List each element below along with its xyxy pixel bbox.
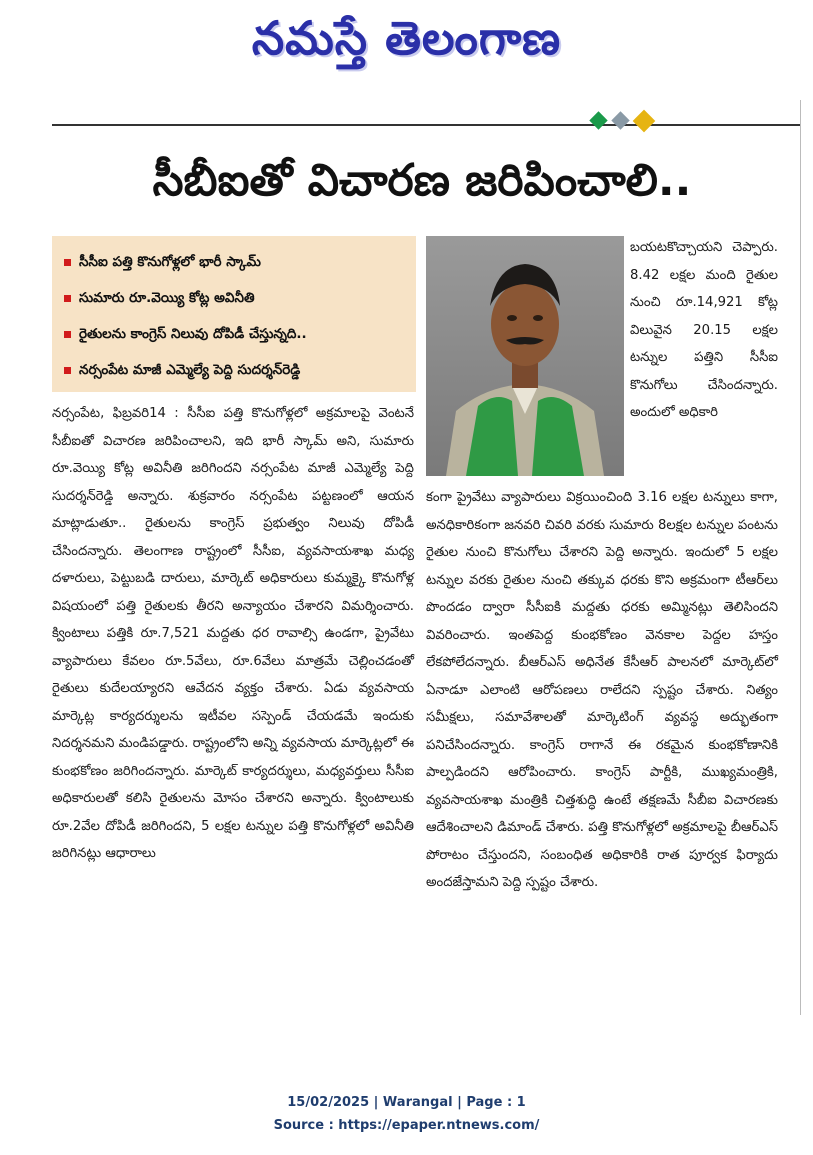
highlights-box bbox=[52, 236, 416, 392]
article-body-right-top bbox=[630, 234, 778, 427]
header-rule bbox=[52, 124, 800, 126]
footer-dateline: 15/02/2025 | Warangal | Page : 1 bbox=[287, 1095, 526, 1110]
article-headline: సీబీఐతో విచారణ జరిపించాలి.. bbox=[152, 155, 692, 206]
column-rule bbox=[800, 100, 801, 1015]
bullet-icon bbox=[64, 367, 71, 374]
highlight-item bbox=[64, 352, 416, 388]
bullet-icon bbox=[64, 259, 71, 266]
highlight-text: రైతులను కాంగ్రెస్ నిలువు దోపిడీ చేస్తున్నది.. bbox=[79, 326, 307, 342]
highlights-list bbox=[52, 236, 416, 388]
highlight-text: నర్సంపేట మాజీ ఎమ్మెల్యే పెద్ది సుదర్శన్‌రెడ్డి bbox=[79, 362, 301, 378]
masthead-logo: నమస్తే తెలంగాణ bbox=[251, 11, 562, 65]
highlight-item bbox=[64, 280, 416, 316]
paragraph: బయటకొచ్చాయని చెప్పారు. 8.42 లక్షల మంది రైతుల నుంచి రూ.14,921 కోట్ల విలువైన 20.15 లక్షల టన్నుల పత్తిని సీసీఐ కొనుగోలు చేసిందన్నారు. అందులో అధికారి bbox=[630, 240, 778, 420]
gold-diamond-icon bbox=[633, 110, 656, 133]
paragraph: కంగా ప్రైవేటు వ్యాపారులు విక్రయించింది 3.16 లక్షల టన్నులు కాగా, అనధికారికంగా జనవరి చివరి వరకు సుమారు 8లక్షల టన్నుల పంటను రైతుల నుంచి కొనుగోలు చేశారని పెద్ది అన్నారు. ఇందులో 5 లక్షల టన్నుల వరకు రైతుల నుంచి తక్కువ ధరకు కొని అక్రమంగా టీఆర్‌లు పొందడం ద్వారా సీసీఐకి మద్దతు ధరకు అమ్మినట్లు తెలిసిందని వివరించారు. ఇంతపెద్ద కుంభకోణం వెనకాల పెద్దల హస్తం లేకపోలేదన్నారు. బీఆర్‌ఎస్ అధినేత కేసీఆర్ పాలనలో మార్కెట్‌లో ఏనాడూ ఎలాంటి ఆరోపణలు రాలేదని స్పష్టం చేశారు. నిత్యం సమీక్షలు, సమావేశాలతో మార్కెటింగ్ వ్యవస్థ అద్భుతంగా పనిచేసిందన్నారు. కాంగ్రెస్ రాగానే ఈ రకమైన కుంభకోణానికి పాల్పడిందని ఆరోపించారు. కాంగ్రెస్ పార్టీకి, ముఖ్యమంత్రికి, వ్యవసాయశాఖ మంత్రికి చిత్తశుద్ధి ఉంటే తక్షణమే సీబీఐ విచారణకు ఆదేశించాలని డిమాండ్ చేశారు. పత్తి కొనుగోళ్లలో అక్రమాలపై బీఆర్‌ఎస్ పోరాటం చేస్తుందని, సంబంధిత అధికారికి రాత పూర్వక ఫిర్యాదు అందజేస్తామని పెద్ది స్పష్టం చేశారు. bbox=[426, 490, 778, 890]
highlight-item bbox=[64, 244, 416, 280]
article-body-right bbox=[426, 484, 778, 897]
bullet-icon bbox=[64, 331, 71, 338]
highlight-text: సీసీఐ పత్తి కొనుగోళ్లలో భారీ స్కామ్ bbox=[79, 254, 261, 270]
gray-diamond-icon bbox=[611, 111, 629, 129]
portrait-photo bbox=[426, 236, 624, 476]
highlight-item bbox=[64, 316, 416, 352]
green-diamond-icon bbox=[589, 111, 607, 129]
bullet-icon bbox=[64, 295, 71, 302]
footer-source: Source : https://epaper.ntnews.com/ bbox=[273, 1118, 540, 1133]
highlight-text: సుమారు రూ.వెయ్యి కోట్ల అవినీతి bbox=[79, 290, 255, 306]
article-body-left bbox=[52, 400, 414, 868]
portrait-figure bbox=[426, 236, 624, 476]
paragraph: నర్సంపేట, ఫిబ్రవరి14 : సీసీఐ పత్తి కొనుగోళ్లలో అక్రమాలపై వెంటనే సీబీఐతో విచారణ జరిపించాలని, ఇది భారీ స్కామ్ అని, సుమారు రూ.వెయ్యి కోట్ల అవినీతి జరిగిందని నర్సంపేట మాజీ ఎమ్మెల్యే పెద్ది సుదర్శన్‌రెడ్డి అన్నారు. శుక్రవారం నర్సంపేట పట్టణంలో ఆయన మాట్లాడుతూ.. రైతులను కాంగ్రెస్ ప్రభుత్వం నిలువు దోపిడీ చేసిందన్నారు. తెలంగాణ రాష్ట్రంలో సీసీఐ, వ్యవసాయశాఖ మధ్య దళారులు, పెట్టుబడి దారులు, మార్కెట్ అధికారులు కుమ్మక్కై కొనుగోళ్ల విషయంలో పత్తి రైతులకు తీరని అన్యాయం చేశారని విమర్శించారు. క్వింటాలు పత్తికి రూ.7,521 మద్దతు ధర రావాల్సి ఉండగా, ప్రైవేటు వ్యాపారులు కేవలం రూ.5వేలు, రూ.6వేలు మాత్రమే చెల్లించడంతో రైతులు కుదేలయ్యారని ఆవేదన వ్యక్తం చేశారు. ఏడు వ్యవసాయ మార్కెట్ల కార్యదర్శులను ఇటీవల సస్పెండ్ చేయడమే ఇందుకు నిదర్శనమని మండిపడ్డారు. రాష్ట్రంలోని అన్ని వ్యవసాయ మార్కెట్లలో ఈ కుంభకోణం జరిగిందన్నారు. మార్కెట్ కార్యదర్శులు, మధ్యవర్తులు సీసీఐ అధికారులతో కలిసి రైతులను మోసం చేశారని అన్నారు. క్వింటాలుకు రూ.2వేల దోపిడీ జరిగిందని, 5 లక్షల టన్నుల పత్తి కొనుగోళ్లలో అవినీతి జరిగినట్లు ఆధారాలు bbox=[52, 406, 414, 861]
